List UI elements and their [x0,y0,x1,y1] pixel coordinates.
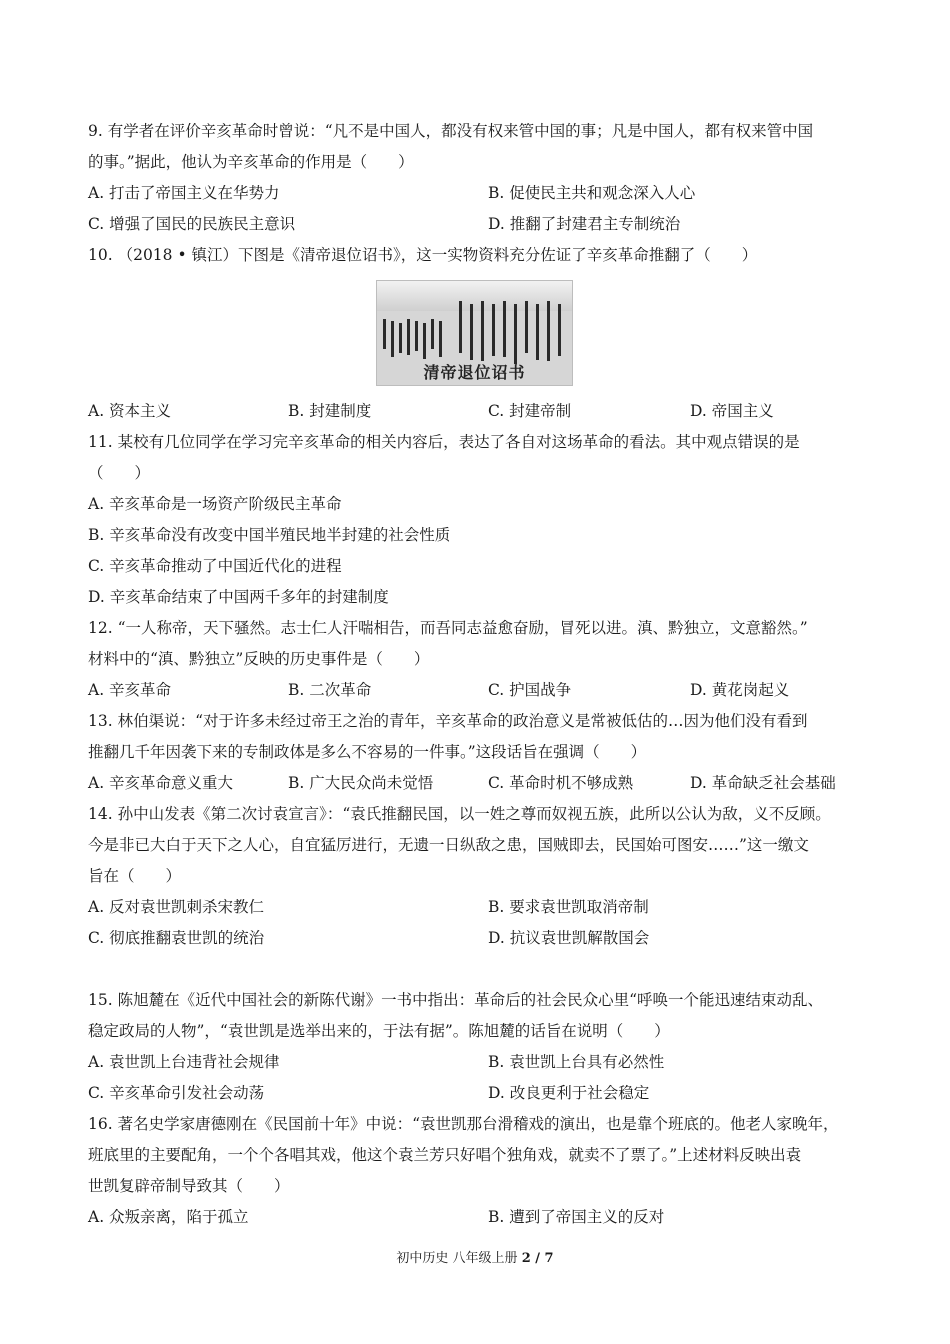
edict-text-column [399,323,402,353]
q15-option-d: D. 改良更利于社会稳定 [488,1084,650,1102]
q9-option-c: C. 增强了国民的民族民主意识 [88,215,296,233]
q9-option-d: D. 推翻了封建君主专制统治 [488,215,681,233]
edict-text-column [391,321,394,357]
q11-option-c: C. 辛亥革命推动了中国近代化的进程 [88,557,342,575]
edict-text-column [547,301,550,361]
q12-option-c: C. 护国战争 [488,681,572,699]
abdication-edict-image [376,280,573,386]
q12-stem-line1: 12. “一人称帝，天下骚然。志士仁人汗喘相告，而吾同志益愈奋励，冒死以进。滇、黔独立，文意豁然。” [88,619,808,637]
edict-text-column [415,321,418,351]
q14-stem-line3: 旨在（ ） [88,867,182,885]
q13-stem-line1: 13. 林伯渠说：“对于许多未经过帝王之治的青年，辛亥革命的政治意义是常被低估的…因为他们没有看到 [88,712,808,730]
edict-text-column [492,304,495,356]
q11-option-a: A. 辛亥革命是一场资产阶级民主革命 [88,495,342,513]
q11-option-b: B. 辛亥革命没有改变中国半殖民地半封建的社会性质 [88,526,451,544]
q10-stem-line1: 10. （2018 • 镇江）下图是《清帝退位诏书》，这一实物资料充分佐证了辛亥革命推翻了（ ） [88,246,758,264]
q16-option-b: B. 遭到了帝国主义的反对 [488,1208,665,1226]
footer-text: 初中历史 八年级上册 [396,1251,522,1266]
edict-text-column [439,321,442,357]
figure-caption: 清帝退位诏书 [423,363,526,382]
edict-text-column [383,319,386,349]
q15-option-b: B. 袁世凯上台具有必然性 [488,1053,665,1071]
q16-stem-line3: 世凯复辟帝制导致其（ ） [88,1177,290,1195]
q13-stem-line2: 推翻几千年因袭下来的专制政体是多么不容易的一件事。”这段话旨在强调（ ） [88,743,647,761]
q11-stem-line2: （ ） [88,464,151,482]
q14-option-b: B. 要求袁世凯取消帝制 [488,898,649,916]
edict-text-column [407,319,410,355]
q15-stem-line2: 稳定政局的人物”，“袁世凯是选举出来的，于法有据”。陈旭麓的话旨在说明（ ） [88,1022,670,1040]
edict-text-column [536,304,539,360]
q11-stem-line1: 11. 某校有几位同学在学习完辛亥革命的相关内容后，表达了各自对这场革命的看法。其中观点错误的是 [88,433,800,451]
q14-option-c: C. 彻底推翻袁世凯的统治 [88,929,265,947]
q9-stem-line1: 9. 有学者在评价辛亥革命时曾说：“凡不是中国人，都没有权来管中国的事；凡是中国人，都有权来管中国 [88,122,814,140]
edict-text-column [558,304,561,356]
q13-option-a: A. 辛亥革命意义重大 [88,774,234,792]
q12-option-d: D. 黄花岗起义 [690,681,790,699]
edict-text-column [503,301,506,357]
q9-option-b: B. 促使民主共和观念深入人心 [488,184,696,202]
q16-stem-line2: 班底里的主要配角，一个个各唱其戏，他这个袁兰芳只好唱个独角戏，就卖不了票了。”上述材料反映出袁 [88,1146,802,1164]
q10-option-d: D. 帝国主义 [690,402,774,420]
q9-stem-line2: 的事。”据此，他认为辛亥革命的作用是（ ） [88,153,414,171]
q14-option-a: A. 反对袁世凯刺杀宋教仁 [88,898,265,916]
edict-text-column [431,319,434,349]
q9-option-a: A. 打击了帝国主义在华势力 [88,184,280,202]
page-number: 2 / 7 [521,1251,554,1266]
q12-stem-line2: 材料中的“滇、黔独立”反映的历史事件是（ ） [88,650,430,668]
q15-option-a: A. 袁世凯上台违背社会规律 [88,1053,280,1071]
q10-option-a: A. 资本主义 [88,402,172,420]
q15-stem-line1: 15. 陈旭麓在《近代中国社会的新陈代谢》一书中指出：革命后的社会民众心里“呼唤一个能迅速结束动乱、 [88,991,824,1009]
edict-text-column [525,301,528,353]
q16-stem-line1: 16. 著名史学家唐德刚在《民国前十年》中说：“袁世凯那台滑稽戏的演出，也是靠个班底的。他老人家晚年， [88,1115,839,1133]
q14-stem-line2: 今是非已大白于天下之人心，自宜猛厉进行，无遗一日纵敌之患，国贼即去，民国始可图安……”这一缴文 [88,836,809,854]
q13-option-c: C. 革命时机不够成熟 [488,774,634,792]
q12-option-a: A. 辛亥革命 [88,681,172,699]
q11-option-d: D. 辛亥革命结束了中国两千多年的封建制度 [88,588,389,606]
edict-text-column [459,301,462,353]
edict-text-column [423,323,426,359]
q14-option-d: D. 抗议袁世凯解散国会 [488,929,650,947]
edict-text-column [470,304,473,360]
edict-text-column [514,304,517,364]
q13-option-b: B. 广大民众尚未觉悟 [288,774,434,792]
q14-stem-line1: 14. 孙中山发表《第二次讨袁宣言》：“袁氏推翻民国，以一姓之尊而奴视五族，此所以公认为敌，义不反顾。 [88,805,831,823]
q13-option-d: D. 革命缺乏社会基础 [690,774,836,792]
edict-text-column [481,301,484,361]
page-footer [0,1250,950,1268]
q16-option-a: A. 众叛亲离，陷于孤立 [88,1208,249,1226]
q10-option-b: B. 封建制度 [288,402,372,420]
q10-option-c: C. 封建帝制 [488,402,572,420]
q15-option-c: C. 辛亥革命引发社会动荡 [88,1084,265,1102]
q12-option-b: B. 二次革命 [288,681,372,699]
